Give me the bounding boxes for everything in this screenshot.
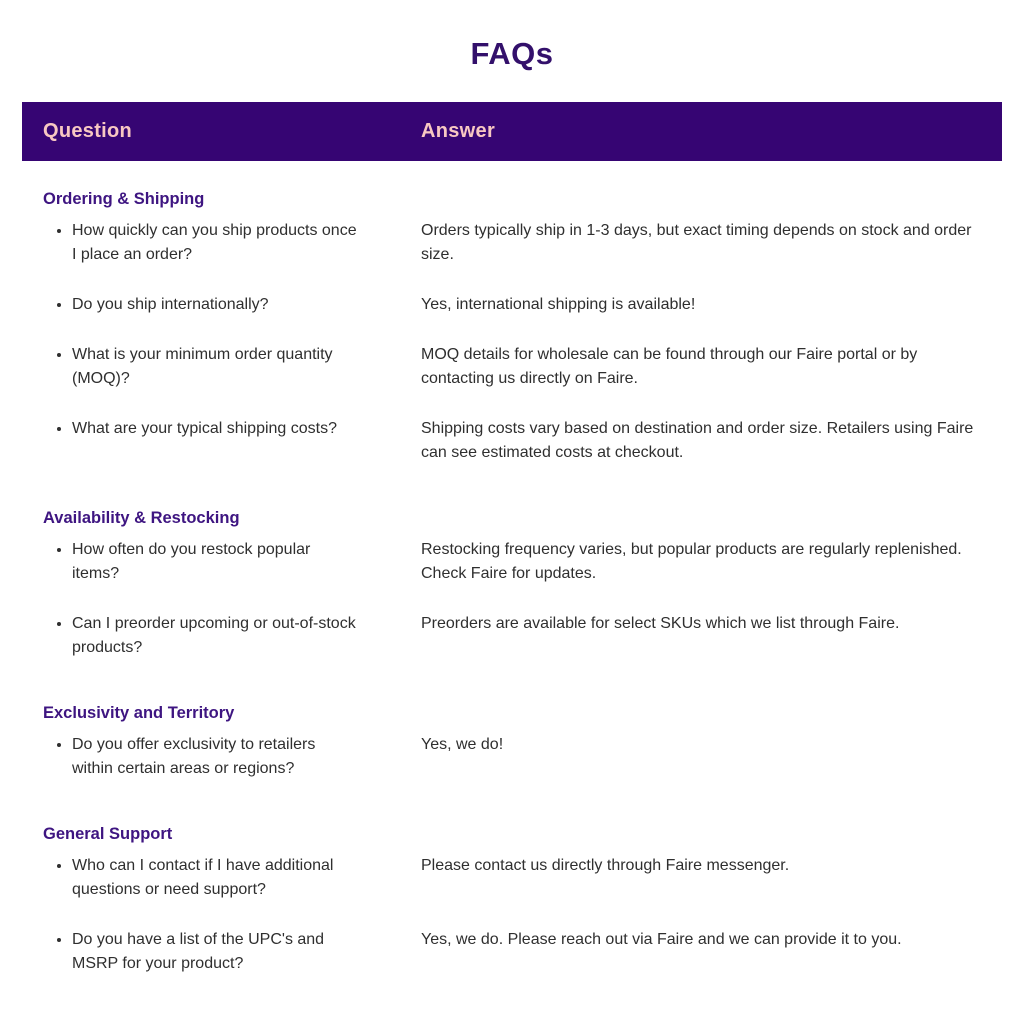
faq-row — [43, 219, 985, 267]
question-text: • Do you have a list of the UPC's and MSRP for your product? — [72, 928, 360, 976]
question-cell — [43, 733, 421, 781]
section-rows — [43, 538, 985, 660]
column-header-question: Question — [43, 120, 133, 142]
faq-row — [43, 733, 985, 781]
answer-text: MOQ details for wholesale can be found through our Faire portal or by contacting us directly on Faire. — [421, 346, 918, 387]
question-bullet-list — [43, 219, 421, 267]
table-header-bar — [22, 102, 1002, 161]
question-text: • Who can I contact if I have additional questions or need support? — [72, 854, 360, 902]
question-cell — [43, 417, 421, 465]
question-bullet-list — [43, 733, 421, 781]
faq-row — [43, 343, 985, 391]
section-title: Ordering & Shipping — [43, 190, 205, 208]
question-cell — [43, 612, 421, 660]
question-cell — [43, 538, 421, 586]
question-bullet-list — [43, 612, 421, 660]
section-title: General Support — [43, 825, 173, 843]
section-rows — [43, 733, 985, 781]
question-cell — [43, 219, 421, 267]
question-cell — [43, 854, 421, 902]
faq-row — [43, 293, 985, 317]
faq-section — [43, 703, 985, 781]
section-title: Exclusivity and Territory — [43, 704, 235, 722]
faq-row — [43, 854, 985, 902]
question-cell — [43, 343, 421, 391]
question-text: • Do you offer exclusivity to retailers within certain areas or regions? — [72, 733, 360, 781]
question-text: • What is your minimum order quantity (MOQ)? — [72, 343, 360, 391]
answer-text: Orders typically ship in 1-3 days, but exact timing depends on stock and order size. — [421, 222, 972, 263]
answer-text: Yes, we do. Please reach out via Faire and we can provide it to you. — [421, 931, 902, 948]
section-rows — [43, 854, 985, 976]
faq-section — [43, 824, 985, 976]
answer-text: Yes, international shipping is available! — [421, 296, 696, 313]
question-bullet-list — [43, 854, 421, 902]
question-bullet-list — [43, 928, 421, 976]
question-bullet-list — [43, 293, 421, 317]
faq-row — [43, 612, 985, 660]
question-text: • Can I preorder upcoming or out-of-stock products? — [72, 612, 360, 660]
faq-table — [43, 189, 985, 976]
answer-text: Restocking frequency varies, but popular products are regularly replenished. Check Faire for updates. — [421, 541, 962, 582]
question-text: • Do you ship internationally? — [72, 293, 360, 317]
question-cell — [43, 928, 421, 976]
question-cell — [43, 293, 421, 317]
answer-text: Preorders are available for select SKUs which we list through Faire. — [421, 615, 900, 632]
question-text: • How often do you restock popular items? — [72, 538, 360, 586]
answer-text: Please contact us directly through Faire messenger. — [421, 857, 790, 874]
faq-section — [43, 189, 985, 465]
page-title: FAQs — [470, 36, 554, 71]
answer-text: Yes, we do! — [421, 736, 504, 753]
faq-row — [43, 928, 985, 976]
answer-text: Shipping costs vary based on destination and order size. Retailers using Faire can see estimated costs at checkout. — [421, 420, 974, 461]
question-text: • What are your typical shipping costs? — [72, 417, 360, 441]
section-title: Availability & Restocking — [43, 509, 240, 527]
faq-section — [43, 508, 985, 660]
question-bullet-list — [43, 538, 421, 586]
question-bullet-list — [43, 417, 421, 441]
question-text: • How quickly can you ship products once I place an order? — [72, 219, 360, 267]
faq-row — [43, 538, 985, 586]
section-rows — [43, 219, 985, 465]
question-bullet-list — [43, 343, 421, 391]
column-header-answer: Answer — [421, 120, 496, 142]
faq-row — [43, 417, 985, 465]
